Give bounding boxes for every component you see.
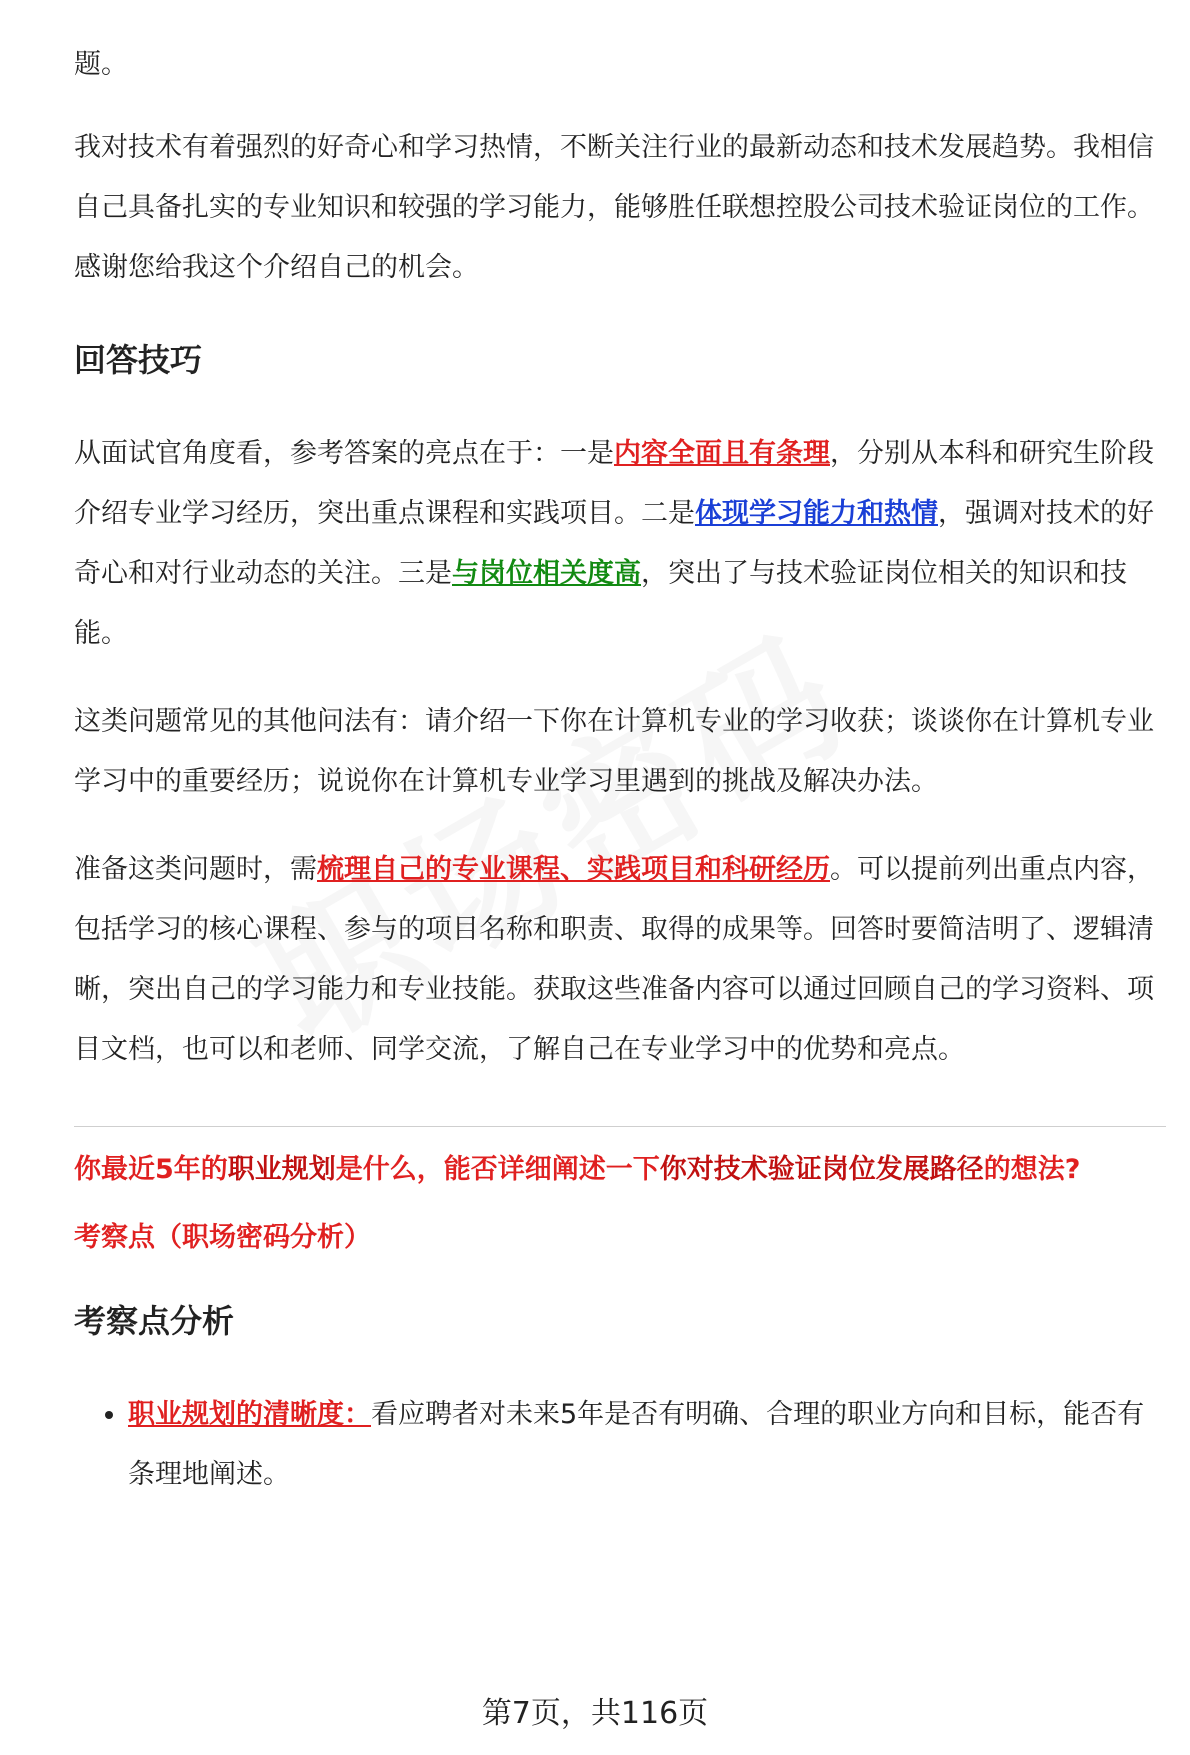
section-title-analysis: 考察点分析 (74, 1302, 235, 1340)
paragraph-preparation (74, 840, 1166, 1080)
paragraph-other-questions: 这类问题常见的其他问法有：请介绍一下你在计算机专业的学习收获；谈谈你在计算机专业学习中的重要经历；说说你在计算机专业学习里遇到的挑战及解决办法。 (74, 706, 1154, 797)
prep-text-2: 。可以提前列出重点内容，包括学习的核心课程、参与的项目名称和职责、取得的成果等。回答时要简洁明了、逻辑清晰，突出自己的学习能力和专业技能。获取这些准备内容可以通过回顾自己的学习资料、项目文档，也可以和老师、同学交流，了解自己在专业学习中的优势和亮点。 (74, 854, 1154, 1065)
list-item (128, 1385, 1166, 1505)
highlight-learning-ability: 体现学习能力和热情 (695, 498, 938, 529)
highlight-organize-experience: 梳理自己的专业课程、实践项目和科研经历 (317, 854, 830, 885)
divider (74, 1126, 1166, 1127)
highlight-job-relevance: 与岗位相关度高 (452, 558, 641, 589)
paragraph-tips (74, 424, 1166, 664)
question-title (74, 1151, 1166, 1189)
question-part-2: 职业规划 (227, 1154, 336, 1185)
bullet-text: 看应聘者对未来5年是否有明确、合理的职业方向和目标，能否有条理地阐述。 (128, 1399, 1145, 1490)
tips-text-3: ，强调对技术的好奇心和对行业动态的关注。三是 (74, 498, 1154, 589)
tips-text-4: ，突出了与技术验证岗位相关的知识和技能。 (74, 558, 1127, 649)
highlight-comprehensive: 内容全面且有条理 (614, 438, 830, 469)
analysis-list (74, 1385, 1166, 1505)
paragraph-self-intro: 我对技术有着强烈的好奇心和学习热情，不断关注行业的最新动态和技术发展趋势。我相信自己具备扎实的专业知识和较强的学习能力，能够胜任联想控股公司技术验证岗位的工作。感谢您给我这个介绍自己的机会。 (74, 132, 1154, 283)
analysis-label: 考察点（职场密码分析） (74, 1222, 371, 1253)
prep-text-1: 准备这类问题时，需 (74, 854, 317, 885)
content (74, 42, 1166, 1505)
tips-text-2: ，分别从本科和研究生阶段介绍专业学习经历，突出重点课程和实践项目。二是 (74, 438, 1154, 529)
intro-end: 题。 (74, 49, 128, 80)
bullet-highlight-career-clarity: 职业规划的清晰度： (128, 1399, 371, 1430)
section-title-tips: 回答技巧 (74, 341, 203, 379)
question-part-5: 的想法? (983, 1154, 1081, 1185)
tips-text-1: 从面试官角度看，参考答案的亮点在于：一是 (74, 438, 614, 469)
question-part-4: 你对技术验证岗位发展路径 (659, 1154, 984, 1185)
page-number: 第7页，共116页 (481, 1696, 709, 1731)
question-part-3: 是什么，能否详细阐述一下 (335, 1154, 660, 1185)
question-part-1: 你最近5年的 (74, 1154, 228, 1185)
